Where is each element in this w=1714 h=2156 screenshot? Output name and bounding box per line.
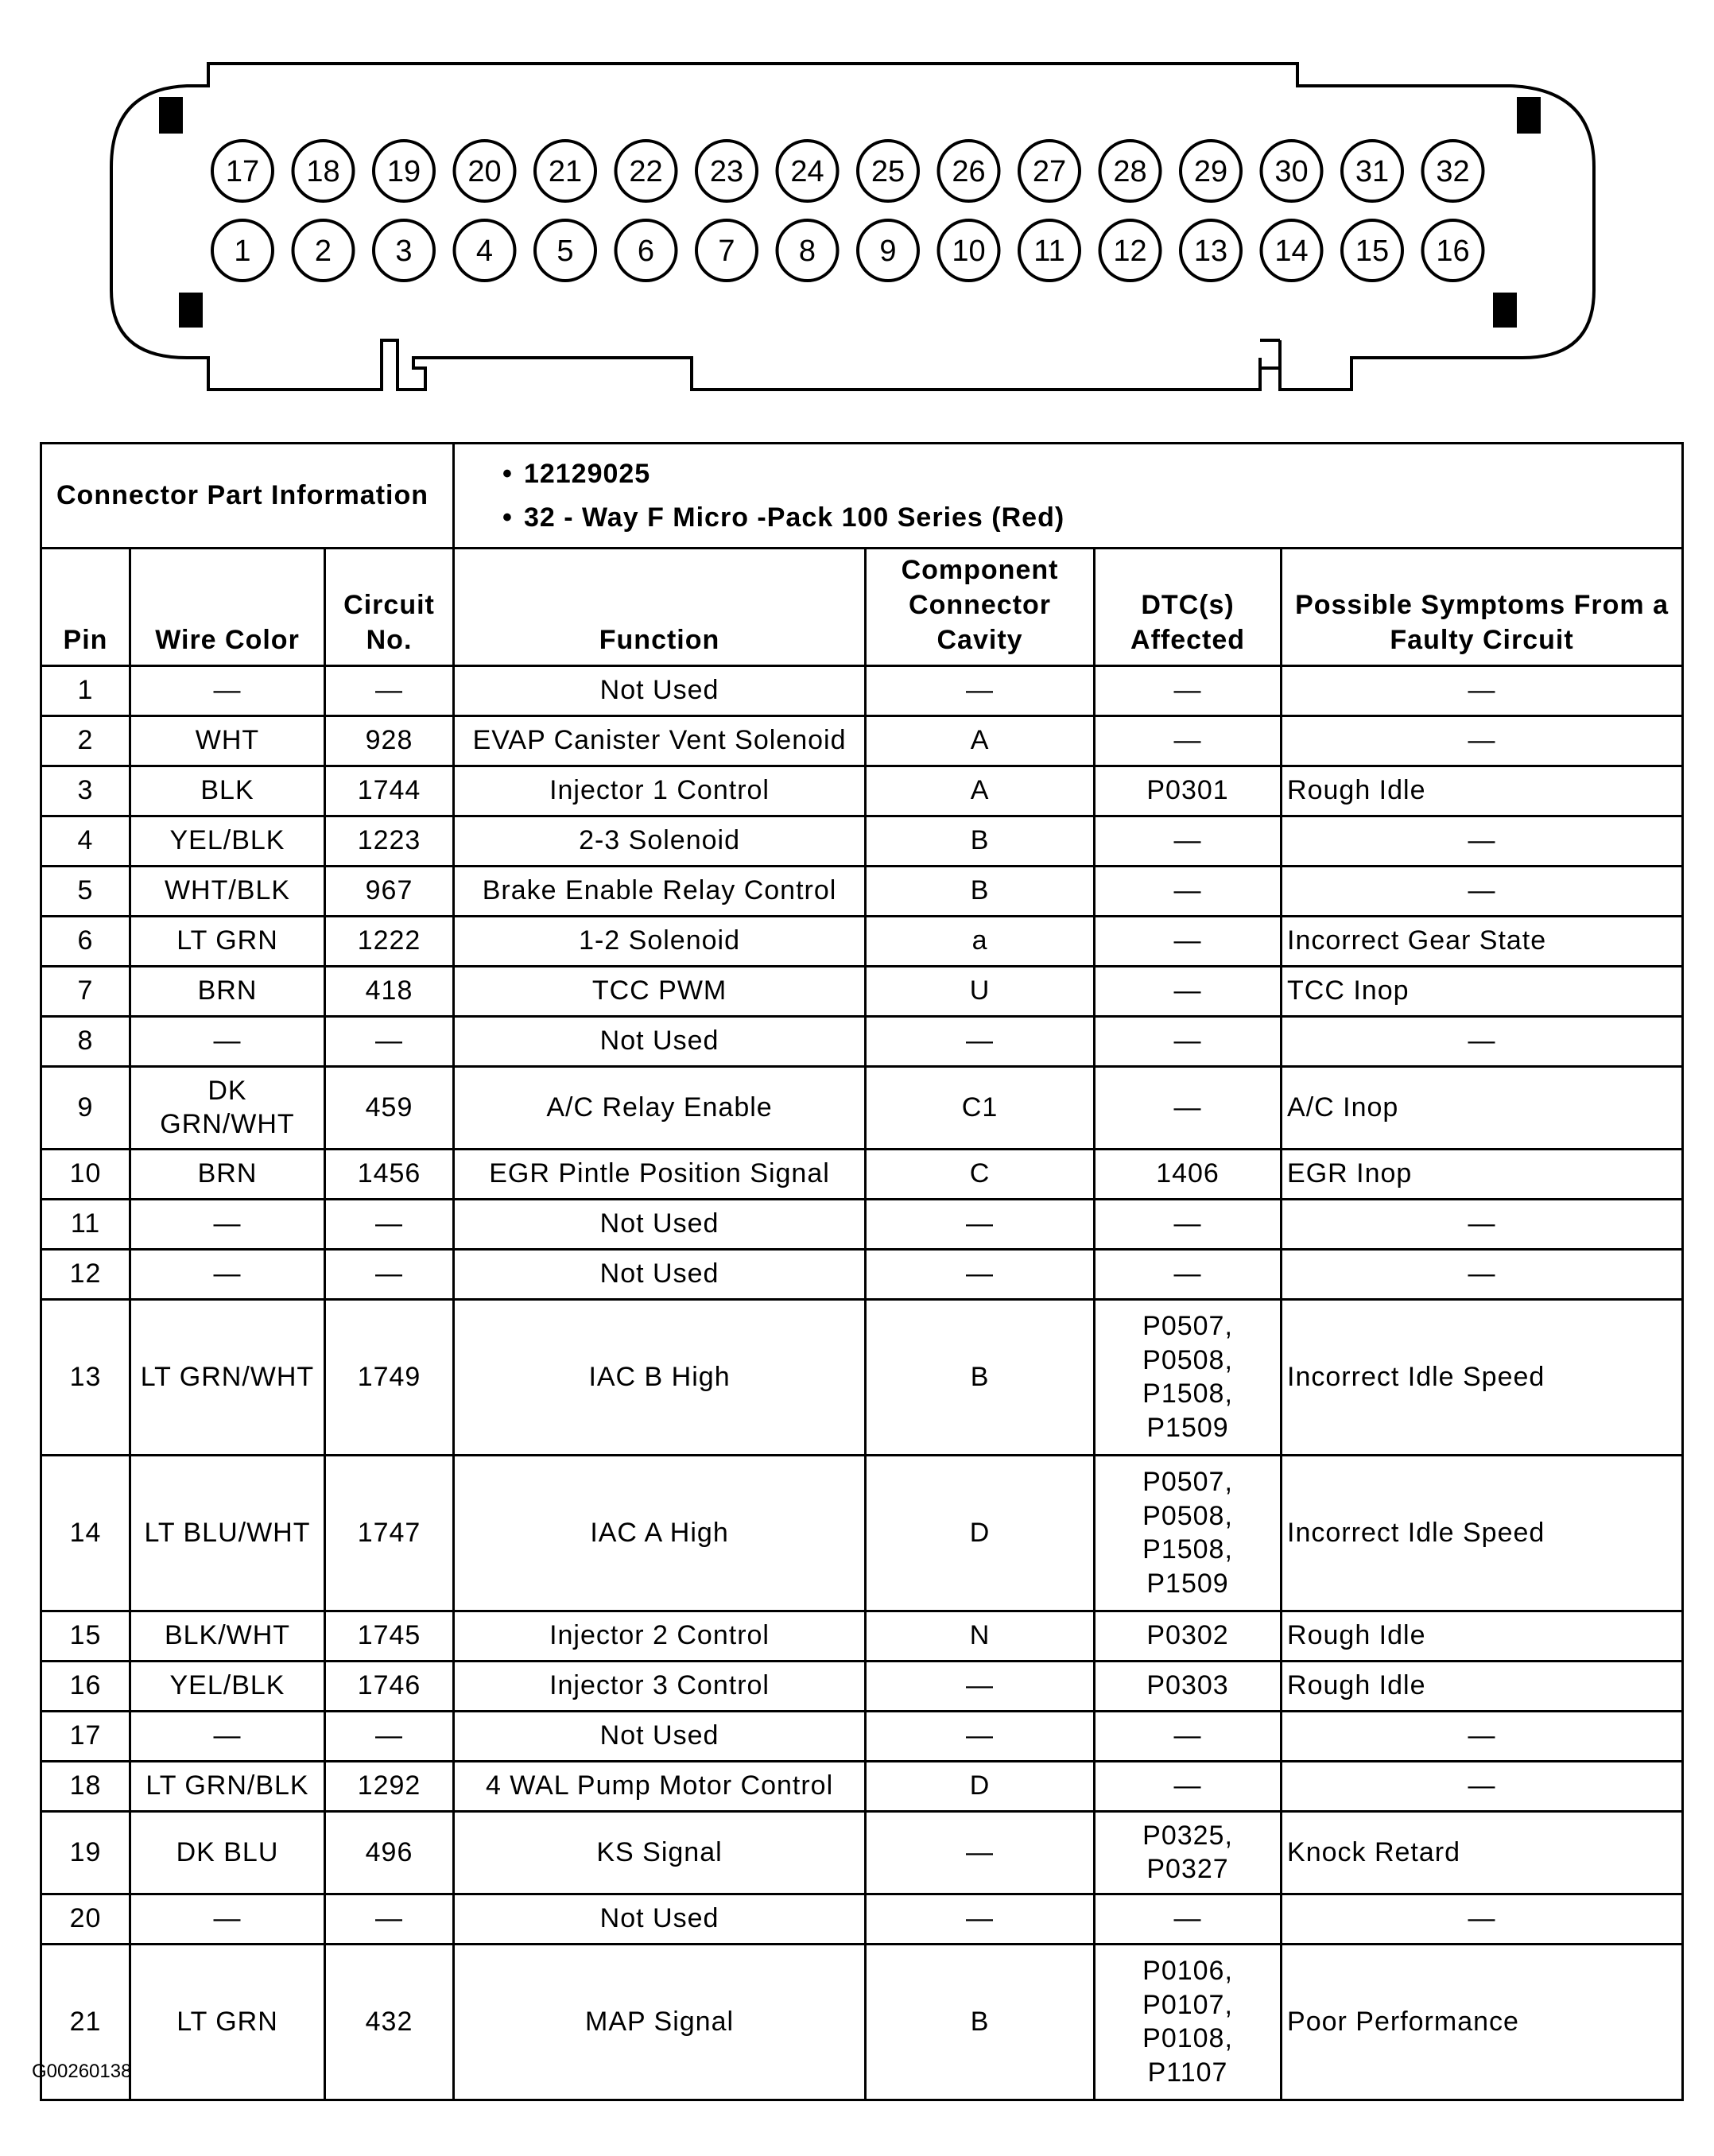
- cell-symptom: Incorrect Gear State: [1282, 916, 1683, 966]
- cell-cavity: U: [866, 966, 1095, 1016]
- cell-cavity: —: [866, 1016, 1095, 1066]
- cell-cavity: B: [866, 1944, 1095, 2100]
- cell-wire-color: YEL/BLK: [130, 816, 325, 866]
- table-row: [41, 1249, 1683, 1299]
- cell-pin: 5: [41, 866, 130, 916]
- cell-circuit-no: 418: [325, 966, 454, 1016]
- cell-function: Injector 2 Control: [454, 1611, 866, 1661]
- pin-number-label: 8: [798, 235, 816, 268]
- latch-marker-bottom-left: [179, 293, 203, 328]
- cell-dtc: P0303: [1095, 1661, 1282, 1711]
- cell-pin: 7: [41, 966, 130, 1016]
- header-dtc: DTC(s) Affected: [1095, 549, 1282, 666]
- pin-rows: [41, 665, 1683, 2100]
- table-row: [41, 1149, 1683, 1199]
- cell-dtc: P0302: [1095, 1611, 1282, 1661]
- connector-face-diagram: [0, 0, 1714, 429]
- cell-dtc: P0325, P0327: [1095, 1811, 1282, 1894]
- pin-number-label: 7: [718, 235, 735, 268]
- cell-pin: 19: [41, 1811, 130, 1894]
- table-row: [41, 1066, 1683, 1149]
- cell-function: IAC A High: [454, 1455, 866, 1611]
- cell-cavity: A: [866, 715, 1095, 766]
- cell-symptom: Rough Idle: [1282, 1661, 1683, 1711]
- cell-cavity: A: [866, 766, 1095, 816]
- cell-cavity: B: [866, 816, 1095, 866]
- cell-wire-color: WHT: [130, 715, 325, 766]
- header-function: Function: [454, 549, 866, 666]
- cell-symptom: TCC Inop: [1282, 966, 1683, 1016]
- cell-dtc: —: [1095, 1711, 1282, 1761]
- cell-circuit-no: 1223: [325, 816, 454, 866]
- table-row: [41, 1299, 1683, 1455]
- cell-wire-color: BLK/WHT: [130, 1611, 325, 1661]
- cell-function: KS Signal: [454, 1811, 866, 1894]
- table-row: [41, 816, 1683, 866]
- cell-cavity: —: [866, 1811, 1095, 1894]
- cell-symptom: A/C Inop: [1282, 1066, 1683, 1149]
- cell-pin: 13: [41, 1299, 130, 1455]
- cell-dtc: —: [1095, 1066, 1282, 1149]
- figure-code: G00260138: [32, 2061, 132, 2082]
- table-row: [41, 1944, 1683, 2100]
- table-row: [41, 715, 1683, 766]
- pin-number-label: 22: [629, 155, 663, 188]
- cell-pin: 12: [41, 1249, 130, 1299]
- cell-function: Not Used: [454, 1199, 866, 1249]
- cell-cavity: N: [866, 1611, 1095, 1661]
- cell-cavity: —: [866, 1661, 1095, 1711]
- cell-wire-color: —: [130, 1711, 325, 1761]
- table-row: [41, 866, 1683, 916]
- cell-cavity: —: [866, 1894, 1095, 1944]
- pin-number-label: 29: [1193, 155, 1228, 188]
- cell-pin: 17: [41, 1711, 130, 1761]
- cell-cavity: C1: [866, 1066, 1095, 1149]
- cell-cavity: —: [866, 1249, 1095, 1299]
- cell-wire-color: YEL/BLK: [130, 1661, 325, 1711]
- cell-symptom: Rough Idle: [1282, 1611, 1683, 1661]
- cell-symptom: —: [1282, 816, 1683, 866]
- pin-number-label: 9: [879, 235, 897, 268]
- cell-symptom: —: [1282, 1199, 1683, 1249]
- part-number: • 12129025: [502, 459, 651, 489]
- header-symptoms: Possible Symptoms From a Faulty Circuit: [1282, 549, 1683, 666]
- cell-circuit-no: 928: [325, 715, 454, 766]
- part-info-row: [41, 444, 1683, 549]
- cell-wire-color: BLK: [130, 766, 325, 816]
- table-row: [41, 1661, 1683, 1711]
- cell-dtc: —: [1095, 1894, 1282, 1944]
- cell-symptom: Incorrect Idle Speed: [1282, 1299, 1683, 1455]
- cell-dtc: P0106, P0107, P0108, P1107: [1095, 1944, 1282, 2100]
- cell-pin: 20: [41, 1894, 130, 1944]
- cell-pin: 10: [41, 1149, 130, 1199]
- cell-wire-color: DK GRN/WHT: [130, 1066, 325, 1149]
- pin-number-label: 31: [1355, 155, 1390, 188]
- header-pin: Pin: [41, 549, 130, 666]
- cell-cavity: —: [866, 1199, 1095, 1249]
- pin-number-label: 32: [1436, 155, 1470, 188]
- cell-wire-color: WHT/BLK: [130, 866, 325, 916]
- part-info-label: Connector Part Information: [41, 444, 454, 549]
- cell-function: Not Used: [454, 1894, 866, 1944]
- latch-marker-top-right: [1517, 97, 1541, 134]
- pin-number-label: 1: [234, 235, 251, 268]
- cell-pin: 8: [41, 1016, 130, 1066]
- pin-number-label: 20: [467, 155, 502, 188]
- cell-wire-color: —: [130, 1016, 325, 1066]
- pin-number-label: 11: [1033, 235, 1065, 268]
- pin-number-label: 14: [1274, 235, 1309, 268]
- cell-pin: 14: [41, 1455, 130, 1611]
- table-row: [41, 766, 1683, 816]
- cell-dtc: —: [1095, 1016, 1282, 1066]
- table-row: [41, 1199, 1683, 1249]
- cell-circuit-no: 1292: [325, 1761, 454, 1811]
- cell-symptom: —: [1282, 1249, 1683, 1299]
- pin-number-label: 17: [225, 155, 260, 188]
- table-row: [41, 966, 1683, 1016]
- cell-circuit-no: —: [325, 1199, 454, 1249]
- pin-number-label: 28: [1113, 155, 1147, 188]
- pin-number-label: 18: [306, 155, 340, 188]
- cell-cavity: C: [866, 1149, 1095, 1199]
- cell-symptom: —: [1282, 665, 1683, 715]
- cell-circuit-no: 1749: [325, 1299, 454, 1455]
- pin-number-label: 12: [1113, 235, 1147, 268]
- cell-circuit-no: 432: [325, 1944, 454, 2100]
- table-row: [41, 1761, 1683, 1811]
- cell-pin: 15: [41, 1611, 130, 1661]
- cell-wire-color: BRN: [130, 966, 325, 1016]
- cell-pin: 6: [41, 916, 130, 966]
- cell-symptom: —: [1282, 1711, 1683, 1761]
- cell-dtc: P0507, P0508, P1508, P1509: [1095, 1455, 1282, 1611]
- cell-pin: 2: [41, 715, 130, 766]
- cell-circuit-no: —: [325, 1016, 454, 1066]
- cell-circuit-no: —: [325, 1711, 454, 1761]
- header-wire-color: Wire Color: [130, 549, 325, 666]
- cell-dtc: —: [1095, 1249, 1282, 1299]
- cell-cavity: B: [866, 866, 1095, 916]
- cell-pin: 11: [41, 1199, 130, 1249]
- cell-dtc: —: [1095, 665, 1282, 715]
- pin-number-label: 23: [709, 155, 744, 188]
- cell-circuit-no: 1745: [325, 1611, 454, 1661]
- pin-number-label: 27: [1032, 155, 1067, 188]
- cell-dtc: —: [1095, 1761, 1282, 1811]
- table-row: [41, 1016, 1683, 1066]
- cell-function: Not Used: [454, 665, 866, 715]
- cell-function: IAC B High: [454, 1299, 866, 1455]
- cell-function: Brake Enable Relay Control: [454, 866, 866, 916]
- cell-cavity: —: [866, 1711, 1095, 1761]
- cell-circuit-no: 967: [325, 866, 454, 916]
- cell-cavity: a: [866, 916, 1095, 966]
- cell-dtc: —: [1095, 966, 1282, 1016]
- cell-circuit-no: 1222: [325, 916, 454, 966]
- cell-function: EVAP Canister Vent Solenoid: [454, 715, 866, 766]
- cell-function: A/C Relay Enable: [454, 1066, 866, 1149]
- cell-dtc: —: [1095, 816, 1282, 866]
- header-cavity: Component Connector Cavity: [866, 549, 1095, 666]
- cell-circuit-no: —: [325, 1894, 454, 1944]
- cell-pin: 18: [41, 1761, 130, 1811]
- cell-function: 1-2 Solenoid: [454, 916, 866, 966]
- latch-marker-bottom-right: [1493, 293, 1517, 328]
- cell-circuit-no: 496: [325, 1811, 454, 1894]
- cell-symptom: —: [1282, 1894, 1683, 1944]
- cell-symptom: —: [1282, 715, 1683, 766]
- cell-pin: 9: [41, 1066, 130, 1149]
- cell-function: 4 WAL Pump Motor Control: [454, 1761, 866, 1811]
- cell-circuit-no: 1747: [325, 1455, 454, 1611]
- cell-cavity: D: [866, 1455, 1095, 1611]
- cell-cavity: B: [866, 1299, 1095, 1455]
- table-row: [41, 665, 1683, 715]
- pin-number-label: 16: [1436, 235, 1470, 268]
- cell-pin: 3: [41, 766, 130, 816]
- cell-dtc: —: [1095, 1199, 1282, 1249]
- pin-number-label: 3: [395, 235, 413, 268]
- cell-dtc: P0507, P0508, P1508, P1509: [1095, 1299, 1282, 1455]
- bottom-pin-row: [212, 220, 1483, 281]
- cell-cavity: —: [866, 665, 1095, 715]
- cell-function: Injector 1 Control: [454, 766, 866, 816]
- keying-notch-right: [1260, 340, 1280, 390]
- cell-dtc: —: [1095, 916, 1282, 966]
- pin-number-label: 13: [1193, 235, 1228, 268]
- cell-wire-color: LT GRN: [130, 1944, 325, 2100]
- cell-wire-color: LT GRN/BLK: [130, 1761, 325, 1811]
- pin-number-label: 26: [952, 155, 986, 188]
- cell-function: Not Used: [454, 1016, 866, 1066]
- cell-circuit-no: 1746: [325, 1661, 454, 1711]
- cell-pin: 1: [41, 665, 130, 715]
- pin-number-label: 25: [871, 155, 905, 188]
- cell-symptom: Incorrect Idle Speed: [1282, 1455, 1683, 1611]
- cell-pin: 21: [41, 1944, 130, 2100]
- pin-number-label: 2: [314, 235, 332, 268]
- pin-number-label: 15: [1355, 235, 1390, 268]
- cell-circuit-no: 459: [325, 1066, 454, 1149]
- pin-out-table: [40, 442, 1684, 2101]
- table-row: [41, 1455, 1683, 1611]
- header-circuit-no: Circuit No.: [325, 549, 454, 666]
- cell-circuit-no: 1456: [325, 1149, 454, 1199]
- connector-outline: [111, 64, 1594, 390]
- cell-function: Not Used: [454, 1711, 866, 1761]
- cell-dtc: 1406: [1095, 1149, 1282, 1199]
- pin-number-label: 19: [386, 155, 421, 188]
- cell-wire-color: BRN: [130, 1149, 325, 1199]
- pin-number-label: 21: [548, 155, 583, 188]
- cell-symptom: —: [1282, 1016, 1683, 1066]
- cell-function: TCC PWM: [454, 966, 866, 1016]
- cell-pin: 16: [41, 1661, 130, 1711]
- cell-circuit-no: —: [325, 1249, 454, 1299]
- cell-wire-color: LT GRN: [130, 916, 325, 966]
- cell-function: 2-3 Solenoid: [454, 816, 866, 866]
- pin-number-label: 4: [475, 235, 494, 268]
- pin-number-label: 24: [790, 155, 824, 188]
- cell-symptom: Poor Performance: [1282, 1944, 1683, 2100]
- cell-function: Injector 3 Control: [454, 1661, 866, 1711]
- pin-number-label: 30: [1274, 155, 1309, 188]
- part-info-values: [454, 444, 1683, 549]
- table-row: [41, 1811, 1683, 1894]
- cell-wire-color: —: [130, 1199, 325, 1249]
- cell-circuit-no: —: [325, 665, 454, 715]
- cell-function: EGR Pintle Position Signal: [454, 1149, 866, 1199]
- cell-wire-color: LT GRN/WHT: [130, 1299, 325, 1455]
- cell-function: Not Used: [454, 1249, 866, 1299]
- table-row: [41, 1894, 1683, 1944]
- cell-symptom: —: [1282, 1761, 1683, 1811]
- cell-wire-color: DK BLU: [130, 1811, 325, 1894]
- table-row: [41, 1711, 1683, 1761]
- cell-dtc: P0301: [1095, 766, 1282, 816]
- cell-symptom: —: [1282, 866, 1683, 916]
- table-row: [41, 1611, 1683, 1661]
- table-row: [41, 916, 1683, 966]
- pin-number-label: 10: [952, 235, 986, 268]
- cell-wire-color: LT BLU/WHT: [130, 1455, 325, 1611]
- cell-wire-color: —: [130, 665, 325, 715]
- cell-symptom: EGR Inop: [1282, 1149, 1683, 1199]
- cell-circuit-no: 1744: [325, 766, 454, 816]
- pin-number-label: 6: [637, 235, 655, 268]
- cell-wire-color: —: [130, 1894, 325, 1944]
- cell-symptom: Rough Idle: [1282, 766, 1683, 816]
- cell-wire-color: —: [130, 1249, 325, 1299]
- cell-symptom: Knock Retard: [1282, 1811, 1683, 1894]
- cell-function: MAP Signal: [454, 1944, 866, 2100]
- cell-pin: 4: [41, 816, 130, 866]
- top-pin-row: [212, 141, 1483, 201]
- cell-cavity: D: [866, 1761, 1095, 1811]
- header-row: [41, 549, 1683, 666]
- pin-number-label: 5: [556, 235, 574, 268]
- cell-dtc: —: [1095, 866, 1282, 916]
- cell-dtc: —: [1095, 715, 1282, 766]
- latch-marker-top-left: [159, 97, 183, 134]
- part-description: • 32 - Way F Micro -Pack 100 Series (Red): [502, 502, 1065, 533]
